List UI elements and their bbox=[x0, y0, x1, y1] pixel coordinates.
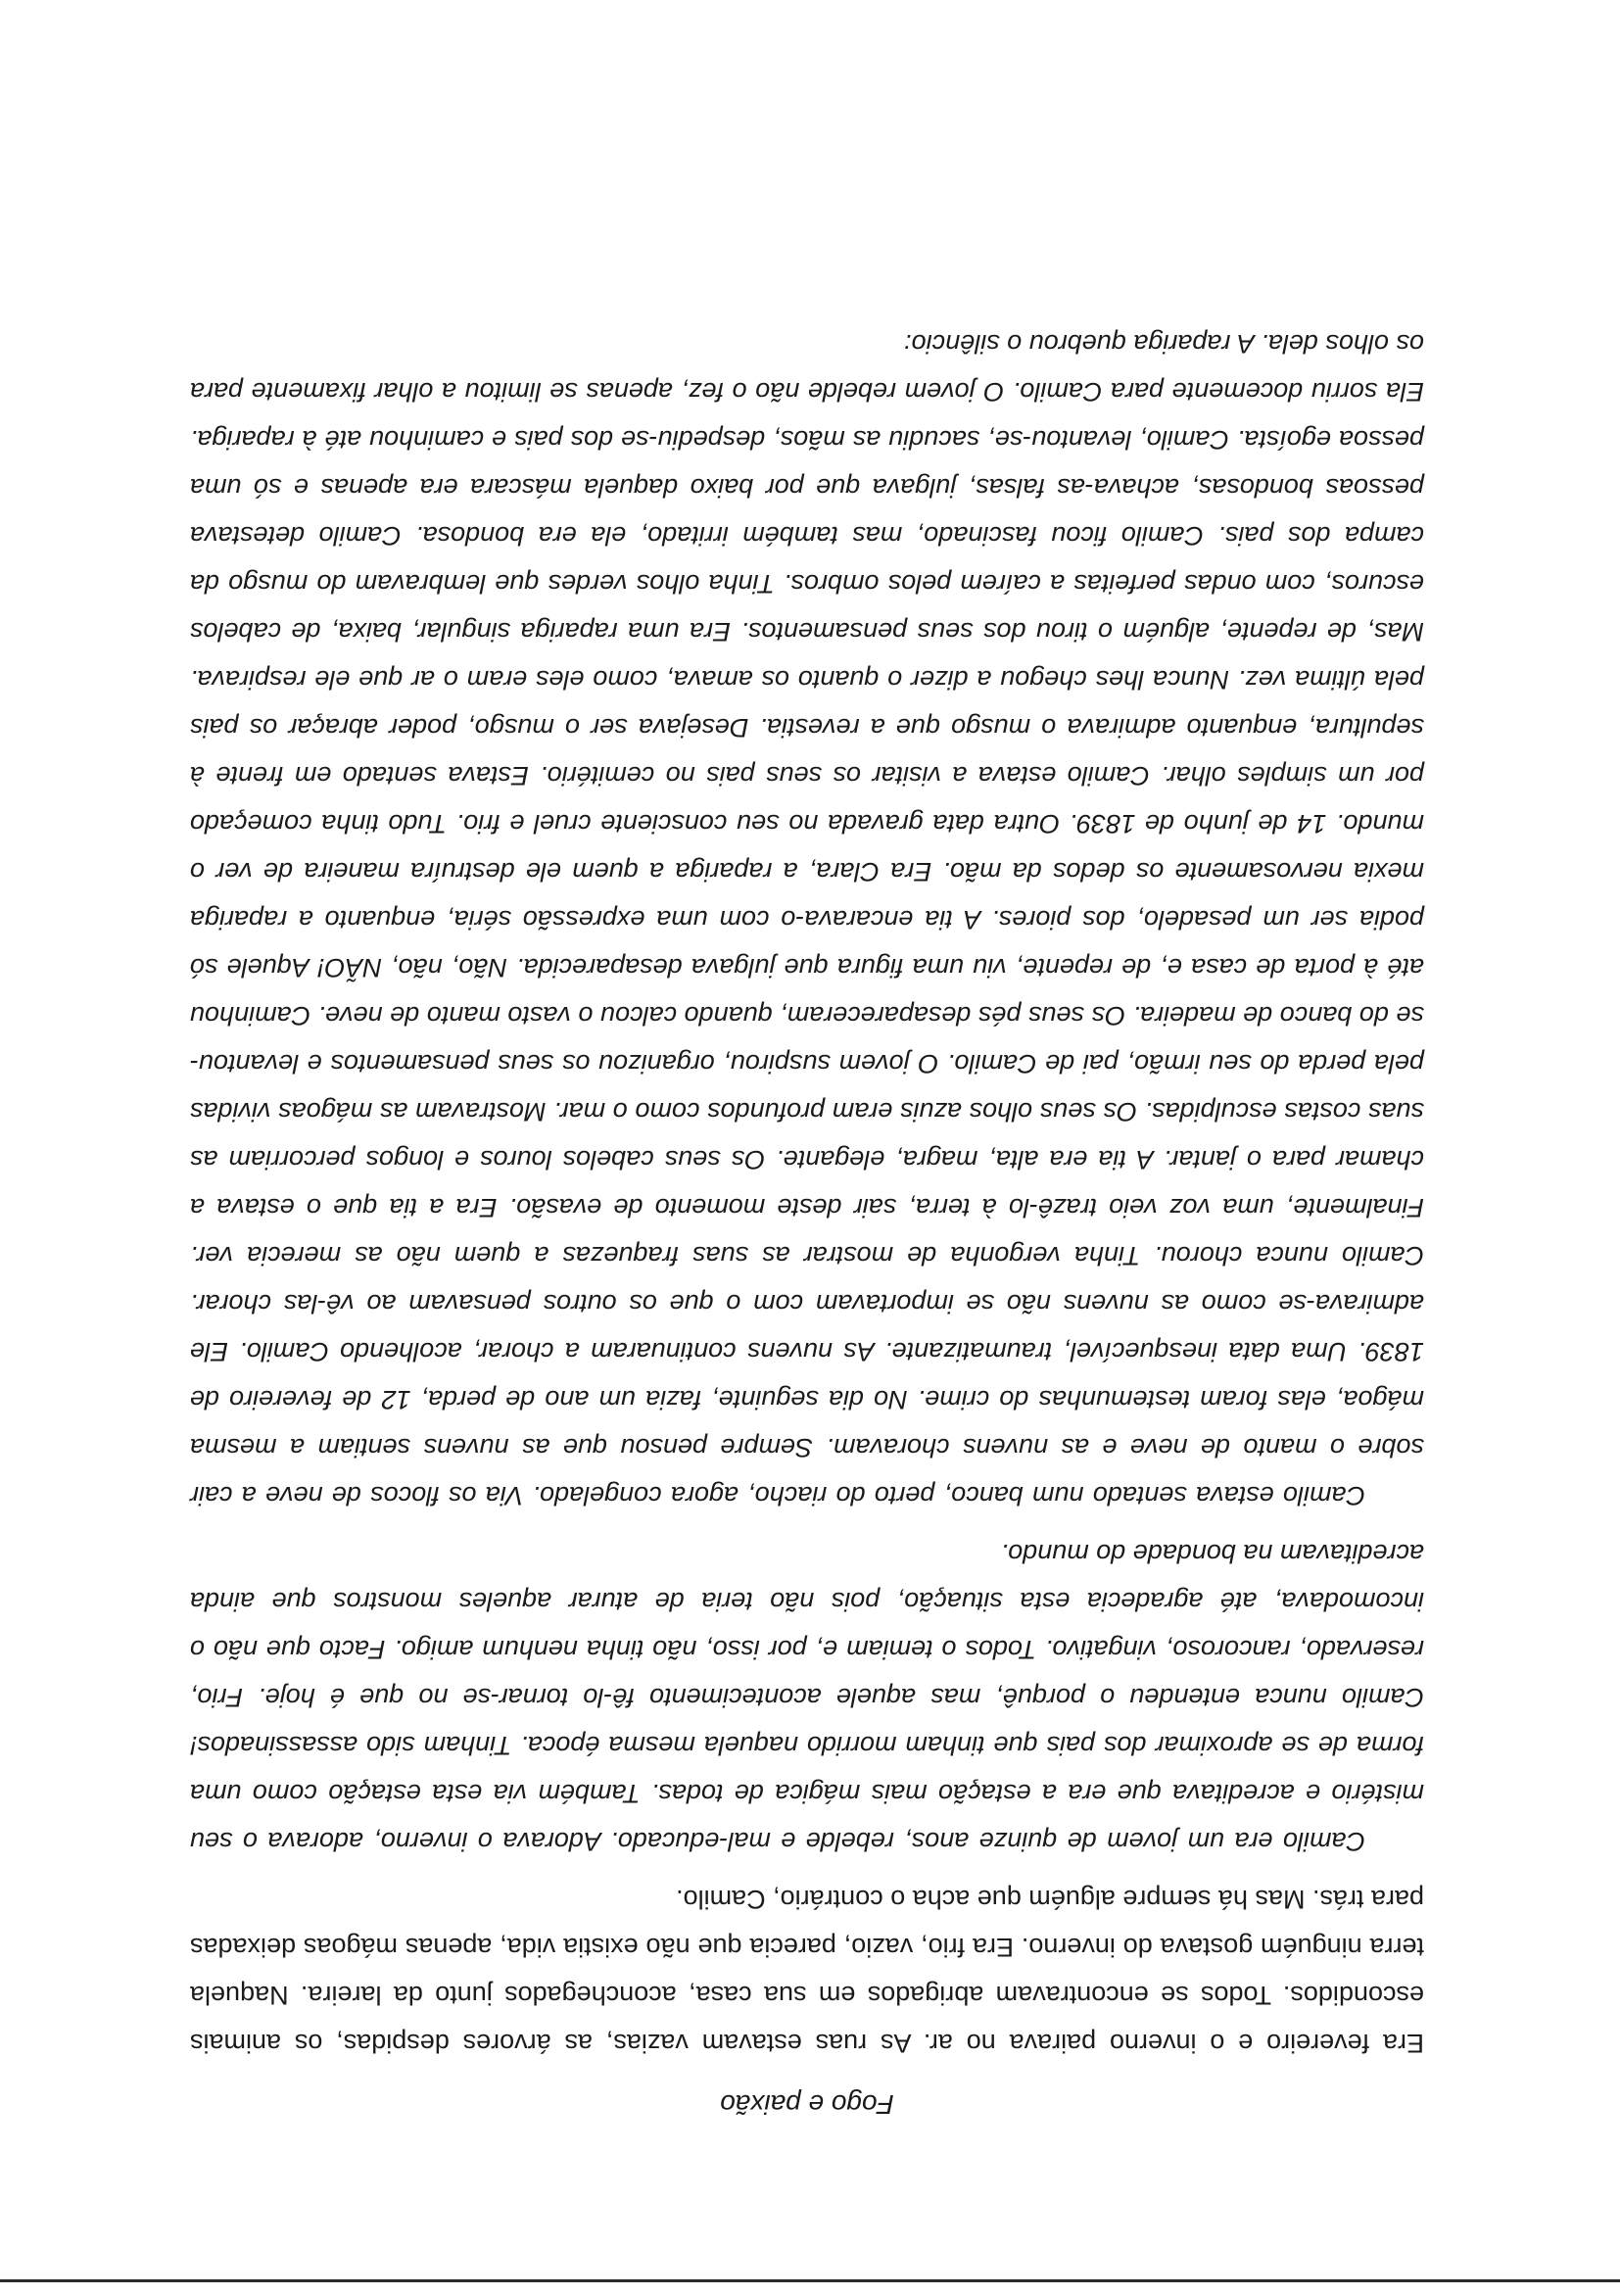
page-content bbox=[190, 310, 1424, 2120]
paragraph-intro: Era fevereiro e o inverno pairava no ar. As ruas estavam vazias, as árvores despidas, os animais escondidos. Todos se encontravam abrigados em sua casa, aconchegados junto da lareira. Naquela terra ninguém gostava do inverno. Era frio, vazio, parecia que não existia vida, apenas mágoas deixadas para trás. Mas há sempre alguém que acha o contrário, Camilo. bbox=[190, 1885, 1424, 2058]
paragraph-camilo: Camilo era um jovem de quinze anos, rebelde e mal-educado. Adorava o inverno, adorava o seu mistério e acreditava que era a estação mais mágica de todas. Também via esta estação como uma forma de se aproximar dos pais que tinham morrido naquela mesma época. Tinham sido assassinados! Camilo nunca entendeu o porquê, mas aquele acontecimento fê-lo tornar-se no que é hoje. Frio, reservado, rancoroso, vingativo. Todos o temiam e, por isso, não tinha nenhum amigo. Facto que não o incomodava, até agradecia esta situação, pois não teria de aturar aqueles monstros que ainda acreditavam na bondade do mundo. bbox=[190, 1539, 1424, 1856]
story-title: Fogo e paixão bbox=[720, 2089, 894, 2120]
paragraph-banco: Camilo estava sentado num banco, perto do riacho, agora congelado. Via os flocos de neve a cair sobre o manto de neve e as nuvens choravam. Sempre pensou que as nuvens sentiam a mesma mágoa, elas foram testemunhas do crime. No dia seguinte, fazia um ano de perda, 12 de fevereiro de 1839. Uma data inesquecível, traumatizante. As nuvens continuaram a chorar, acolhendo Camilo. Ele admirava-se como as nuvens não se importavam com o que os outros pensavam ao vê-las chorar. Camilo nunca chorou. Tinha vergonha de mostrar as suas fraquezas a quem não as merecia ver. Finalmente, uma voz veio trazê-lo à terra, sair deste momento de evasão. Era a tia que o estava a chamar para o jantar. A tia era alta, magra, elegante. Os seus cabelos louros e longos percorriam as suas costas esculpidas. Os seus olhos azuis eram profundos como o mar. Mostravam as mágoas vividas pela perda do seu irmão, pai de Camilo. O jovem suspirou, organizou os seus pensamentos e levantou-se do banco de madeira. Os seus pés desapareceram, quando calcou o vasto manto de neve. Caminhou até à porta de casa e, de repente, viu uma figura que julgava desaparecida. Não, não, NÃO! Aquele só podia ser um pesadelo, dos piores. A tia encarava-o com uma expressão séria, enquanto a rapariga mexia nervosamente os dedos da mão. Era Clara, a rapariga a quem ele destruíra maneira de ver o mundo. 14 de junho de 1839. Outra data gravada no seu consciente cruel e frio. Tudo tinha começado por um simples olhar. Camilo estava a visitar os seus pais no cemitério. Estava sentado em frente à sepultura, enquanto admirava o musgo que a revestia. Desejava ser o musgo, poder abraçar os pais pela última vez. Nunca lhes chegou a dizer o quanto os amava, como eles eram o ar que ele respirava. Mas, de repente, alguém o tirou dos seus pensamentos. Era uma rapariga singular, baixa, de cabelos escuros, com ondas perfeitas a caírem pelos ombros. Tinha olhos verdes que lembravam do musgo da campa dos pais. Camilo ficou fascinado, mas também irritado, ela era bondosa. Camilo detestava pessoas bondosas, achava-as falsas, julgava que por baixo daquela máscara era apenas e só uma pessoa egoísta. Camilo, levantou-se, sacudiu as mãos, despediu-se dos pais e caminhou até à rapariga. Ela sorriu docemente para Camilo. O jovem rebelde não o fez, apenas se limitou a olhar fixamente para os olhos dela. A rapariga quebrou o silêncio: bbox=[190, 329, 1424, 1510]
scan-edge-line bbox=[0, 2279, 1620, 2282]
